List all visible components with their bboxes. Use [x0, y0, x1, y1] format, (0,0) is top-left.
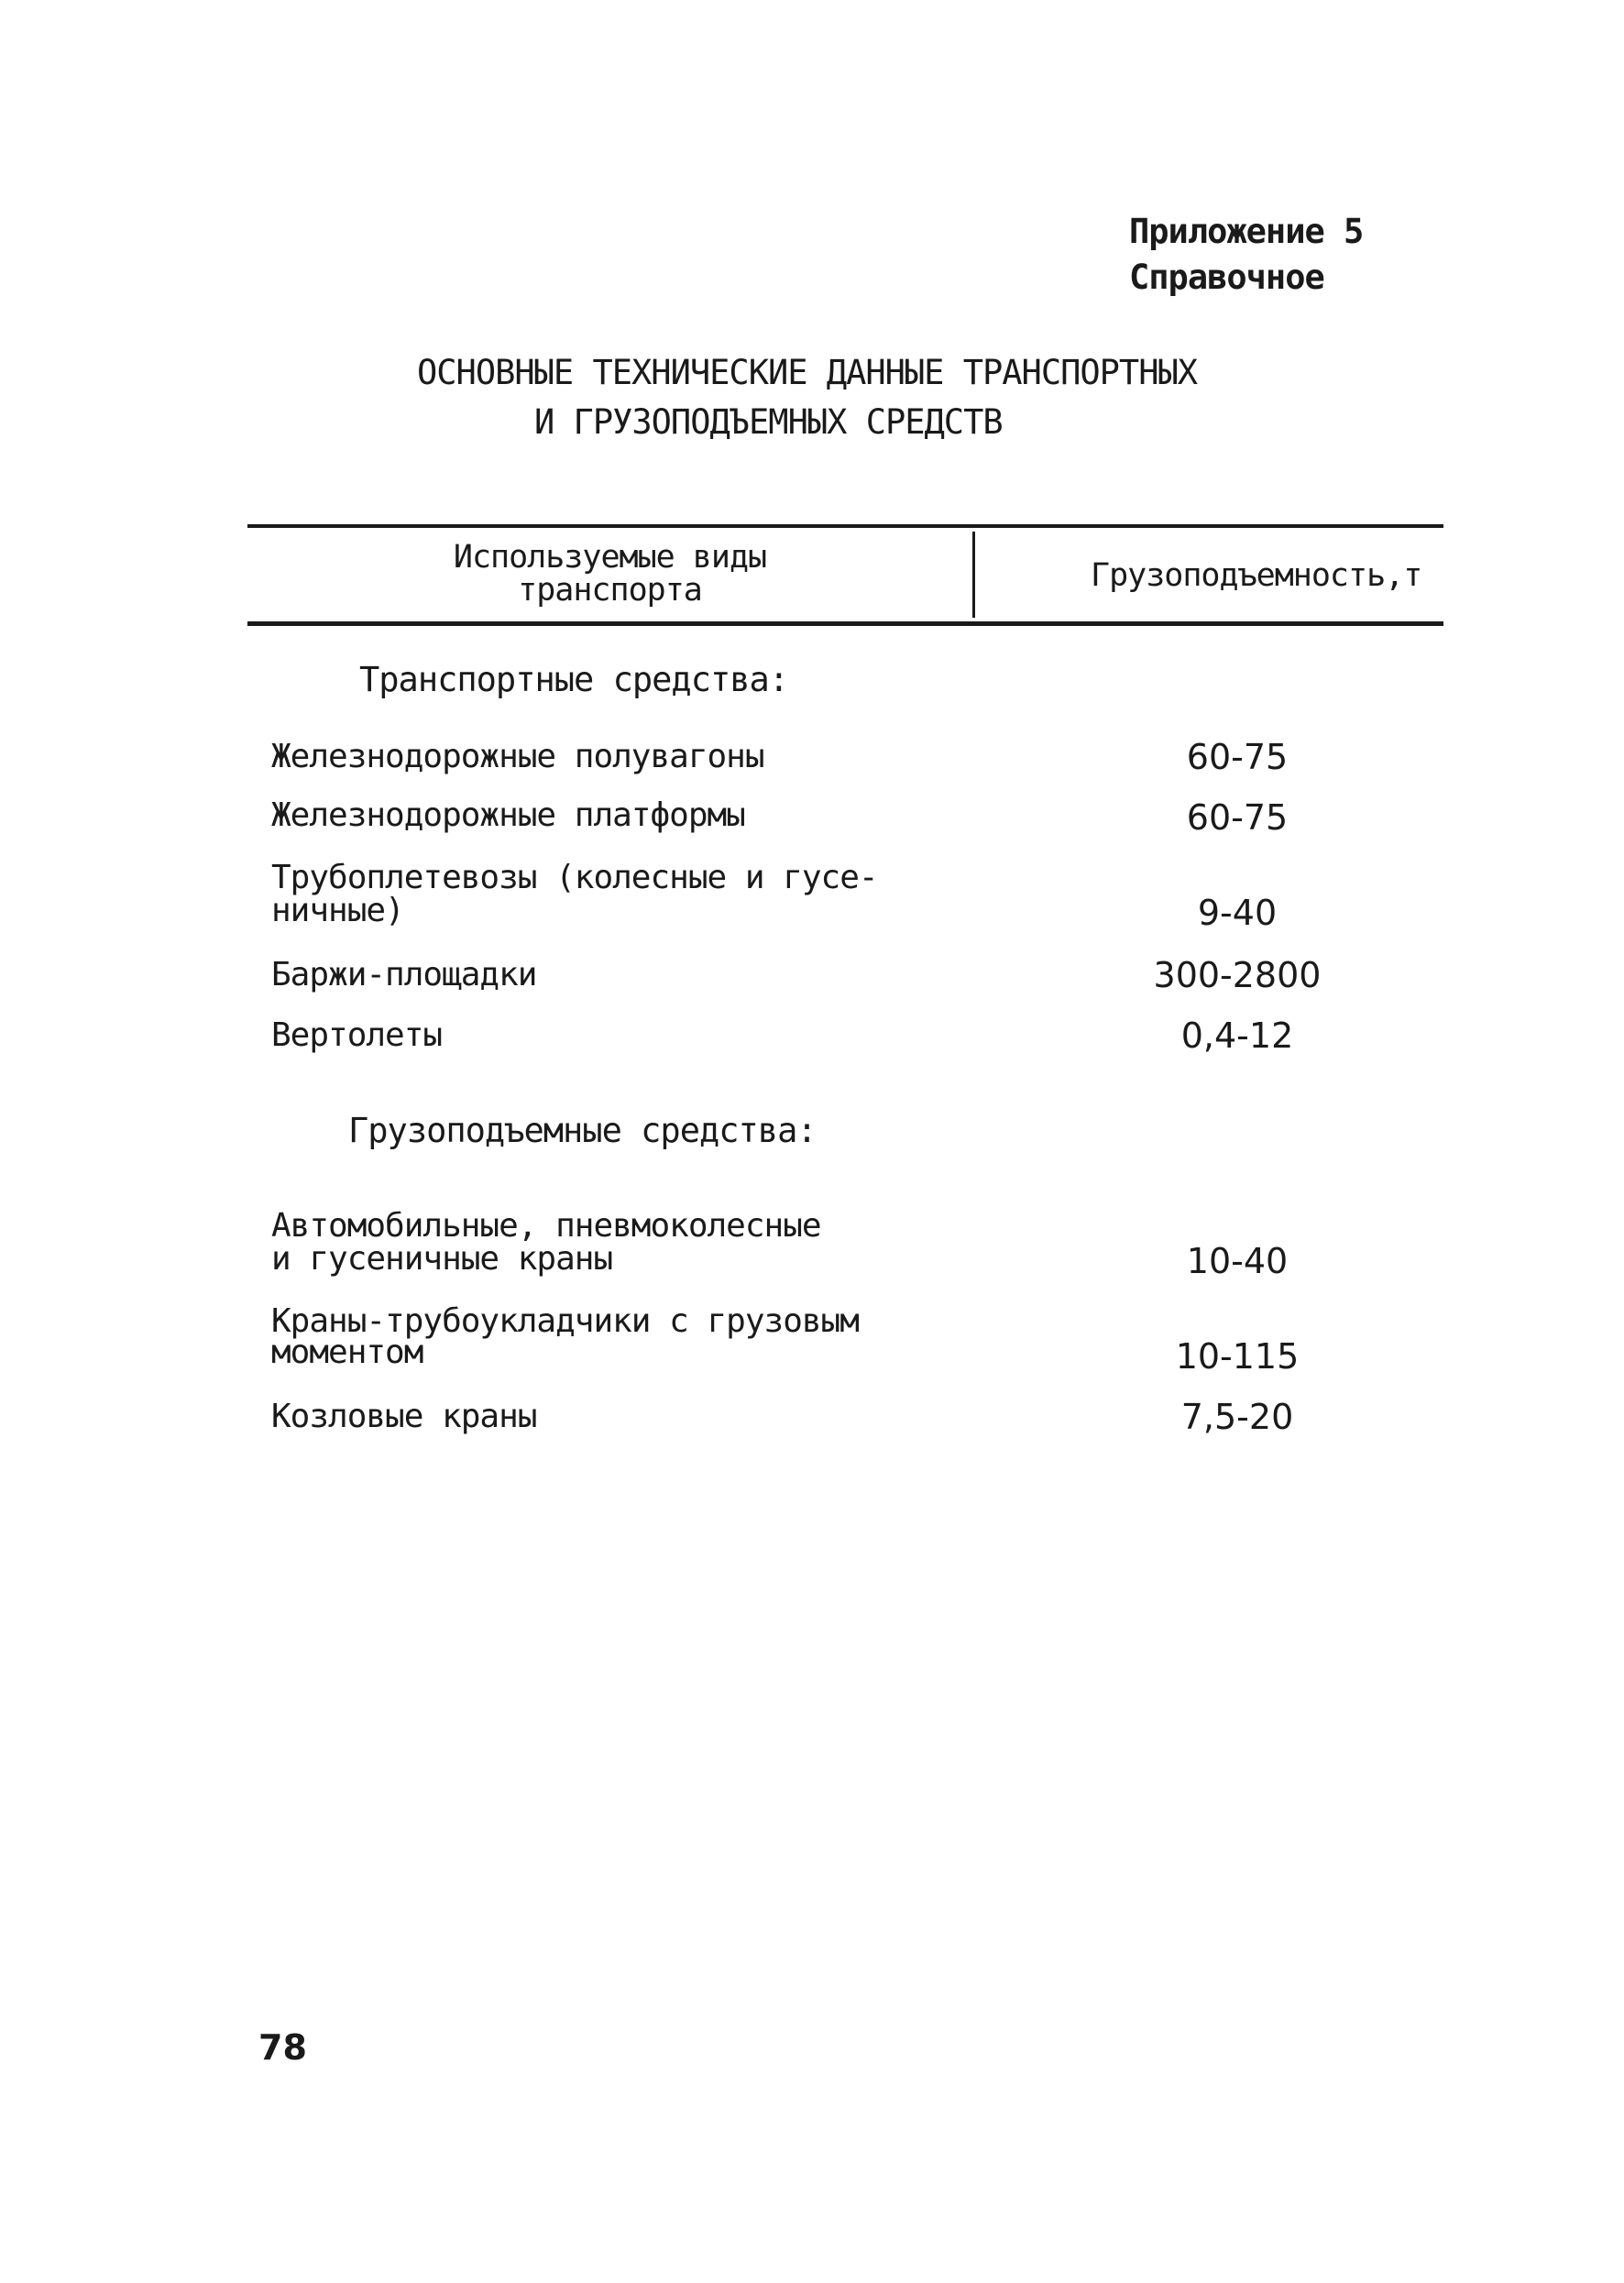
row-label-line-2: моментом	[271, 1334, 423, 1371]
appendix-number: Приложение 5	[1129, 212, 1364, 251]
title-line-2: И ГРУЗОПОДЪЕМНЫХ СРЕДСТВ	[534, 402, 1003, 442]
row-label: Железнодорожные полувагоны	[271, 738, 764, 775]
row-value: 0,4-12	[1180, 1015, 1294, 1056]
row-label-line-2: и гусеничные краны	[271, 1240, 613, 1278]
page-number: 78	[258, 2027, 307, 2068]
section-heading-lifting: Грузоподъемные средства:	[348, 1111, 817, 1150]
row-label: Вертолеты	[271, 1016, 443, 1054]
appendix-type: Справочное	[1129, 258, 1324, 297]
header-col1-line1: Используемые виды	[453, 539, 767, 576]
row-value: 60-75	[1186, 797, 1289, 838]
appendix-label	[1129, 209, 1363, 301]
row-label: Железнодорожные платформы	[271, 796, 745, 834]
row-value: 60-75	[1186, 737, 1289, 777]
row-label: Козловые краны	[271, 1398, 537, 1435]
row-label-line-2: ничные)	[271, 892, 404, 929]
section-heading-transport: Транспортные средства:	[359, 660, 789, 699]
row-label-line-1: Краны-трубоукладчики с грузовым	[271, 1302, 859, 1340]
table-header-bottom-rule	[247, 621, 1443, 626]
table-header-transport-types	[247, 541, 972, 607]
header-col1-line2: транспорта	[518, 572, 702, 609]
title-line-1: ОСНОВНЫЕ ТЕХНИЧЕСКИЕ ДАННЫЕ ТРАНСПОРТНЫХ	[417, 353, 1198, 392]
row-value: 10-115	[1175, 1336, 1300, 1377]
document-title	[417, 348, 1197, 447]
row-label: Баржи-площадки	[271, 956, 537, 993]
row-value: 300-2800	[1153, 955, 1322, 995]
row-value: 9-40	[1197, 893, 1278, 933]
table-header-capacity: Грузоподъемность,т	[1091, 557, 1422, 594]
row-value: 10-40	[1186, 1241, 1289, 1281]
row-label-line-1: Автомобильные, пневмоколесные	[271, 1207, 821, 1245]
row-label-line-1: Трубоплетевозы (колесные и гусе-	[271, 859, 878, 896]
table-top-rule	[247, 524, 1443, 528]
header-column-separator	[972, 532, 975, 618]
row-value: 7,5-20	[1180, 1397, 1294, 1437]
